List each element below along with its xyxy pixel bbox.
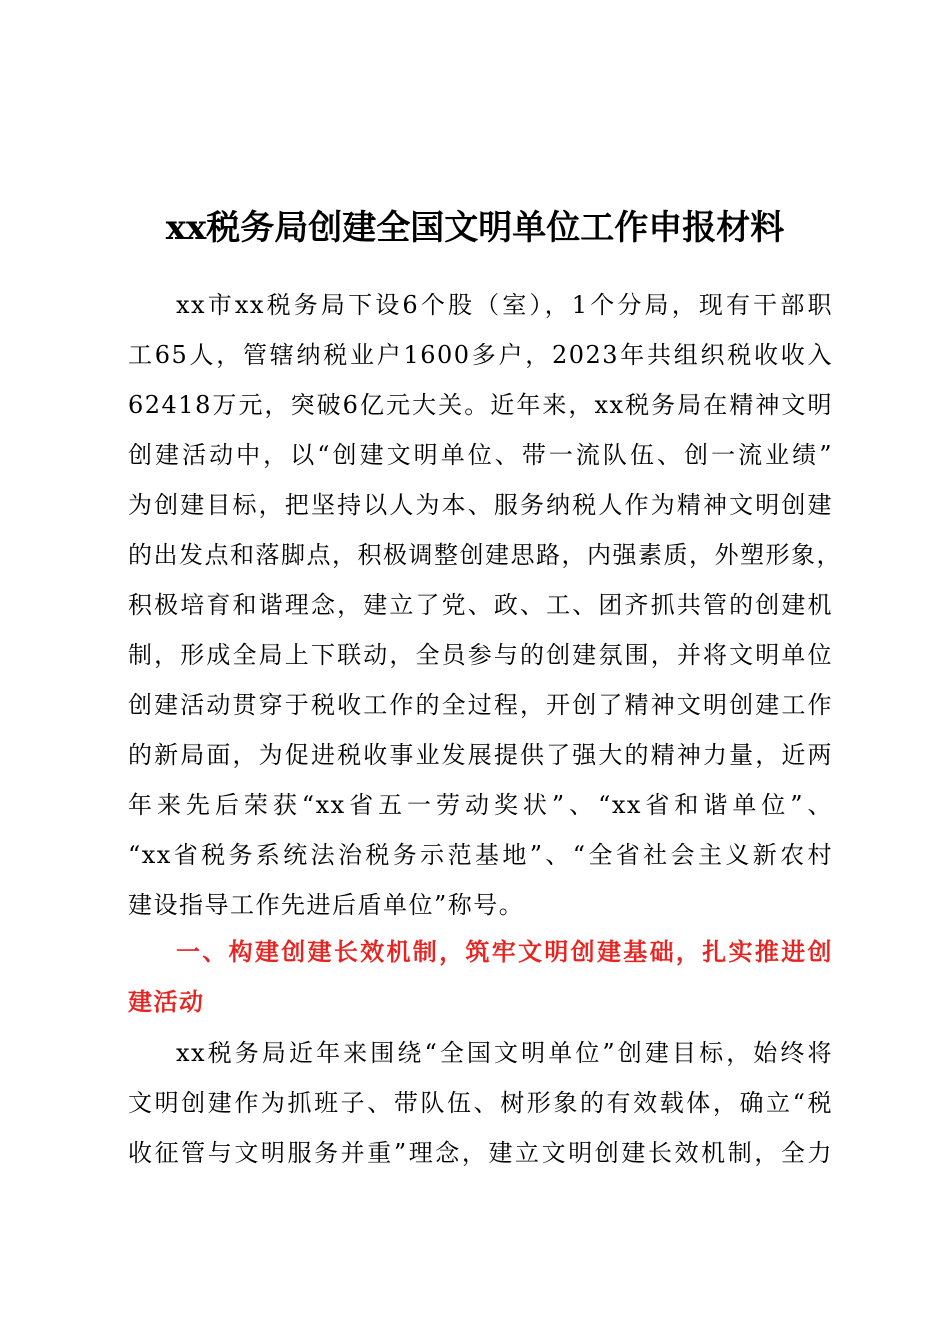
text-line: 文明创建作为抓班子、带队伍、树形象的有效载体，确立“税: [128, 1089, 833, 1117]
text-line: 62418万元，突破6亿元大关。近年来，xx税务局在精神文明: [128, 391, 833, 419]
text-line: 积极培育和谐理念，建立了党、政、工、团齐抓共管的创建机: [128, 591, 833, 619]
text-line: xx市xx税务局下设6个股（室），1个分局，现有干部职: [176, 291, 833, 319]
text-line: 为创建目标，把坚持以人为本、服务纳税人作为精神文明创建: [128, 491, 833, 519]
text-line: 的出发点和落脚点，积极调整创建思路，内强素质，外塑形象，: [128, 541, 842, 569]
text-line: 创建活动中，以“创建文明单位、带一流队伍、创一流业绩”: [128, 441, 833, 469]
section-heading-1: [128, 927, 833, 1027]
heading-line: 建活动: [128, 988, 205, 1016]
text-line: 年来先后荣获“xx省五一劳动奖状”、“xx省和谐单位”、: [128, 791, 833, 819]
text-line: xx税务局近年来围绕“全国文明单位”创建目标，始终将: [176, 1039, 833, 1067]
heading-line: 一、构建创建长效机制，筑牢文明创建基础，扎实推进创: [176, 938, 833, 966]
text-line: 工65人，管辖纳税业户1600多户，2023年共组织税收收入: [128, 341, 833, 369]
text-line: 的新局面，为促进税收事业发展提供了强大的精神力量，近两: [128, 741, 833, 769]
paragraph-section-1: [128, 1028, 833, 1178]
document-title: xx税务局创建全国文明单位工作申报材料: [165, 208, 785, 248]
text-line: “xx省税务系统法治税务示范基地”、“全省社会主义新农村: [128, 841, 833, 869]
text-line: 建设指导工作先进后盾单位”称号。: [128, 891, 525, 919]
text-line: 收征管与文明服务并重”理念，建立文明创建长效机制，全力: [128, 1139, 833, 1167]
text-line: 创建活动贯穿于税收工作的全过程，开创了精神文明创建工作: [128, 691, 833, 719]
text-line: 制，形成全局上下联动，全员参与的创建氛围，并将文明单位: [128, 641, 833, 669]
paragraph-intro: [128, 280, 842, 930]
